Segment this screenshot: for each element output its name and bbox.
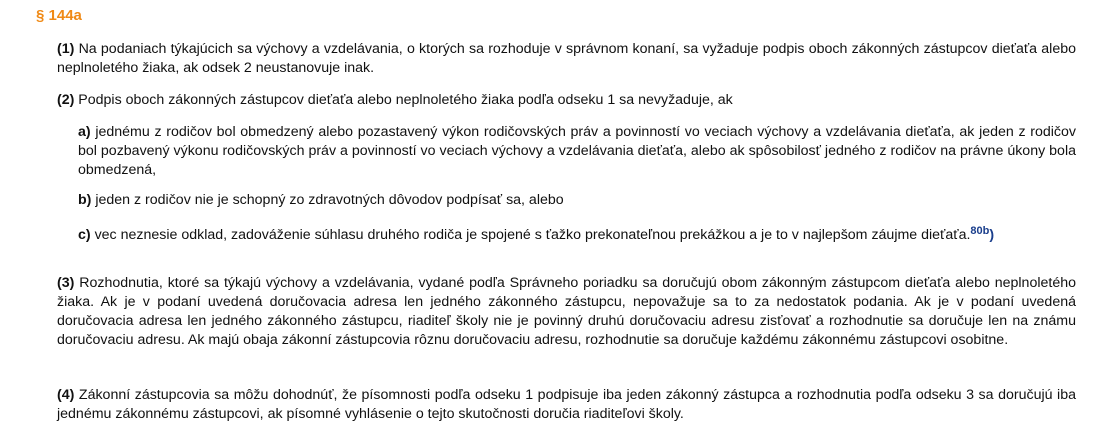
list-item-c (78, 222, 1076, 245)
paragraph-1 (57, 40, 1076, 78)
item-letter: a) (78, 124, 91, 140)
item-text: vec neznesie odklad, zadováženie súhlasu druhého rodiča je spojené s ťažko prekonateľnou prekážkou a je to v najlepšom záujme dieťaťa. (94, 227, 971, 243)
item-letter: c) (78, 227, 91, 243)
list-item-b (78, 191, 1076, 210)
footnote-paren: ) (989, 227, 995, 243)
paragraph-4 (57, 386, 1076, 424)
paragraph-number: (4) (57, 387, 75, 403)
paragraph-text: Zákonní zástupcovia sa môžu dohodnúť, že písomnosti podľa odseku 1 podpisuje iba jeden zákonný zástupca a rozhodnutia podľa odseku 3 sa doručujú iba jednému zákonnému zástupcovi, ak písomné vyhlásenie o tejto skutočnosti doručia riaditeľovi školy. (57, 387, 1076, 422)
item-text: jeden z rodičov nie je schopný zo zdravotných dôvodov podpísať sa, alebo (95, 192, 564, 208)
footnote-link[interactable]: 80b (970, 225, 990, 237)
section-title: § 144a (36, 7, 82, 24)
paragraph-number: (1) (57, 41, 75, 57)
paragraph-3 (57, 274, 1076, 350)
paragraph-number: (3) (57, 275, 75, 291)
paragraph-text: Podpis oboch zákonných zástupcov dieťaťa alebo neplnoletého žiaka podľa odseku 1 sa nevyžaduje, ak (78, 92, 733, 108)
item-letter: b) (78, 192, 92, 208)
paragraph-text: Rozhodnutia, ktoré sa týkajú výchovy a vzdelávania, vydané podľa Správneho poriadku sa doručujú obom zákonným zástupcom dieťaťa alebo neplnoletého žiaka. Ak je v podaní uvedená doručovacia adresa len jedného zákonného zástupcu, nepovažuje sa to za nedostatok podania. Ak je v podaní uvedená doručovacia adresa len jedného zákonného zástupcu, riaditeľ školy nie je povinný druhú doručovaciu adresu zisťovať a rozhodnutie sa doručuje len na známu doručovaciu adresu. Ak majú obaja zákonní zástupcovia rôznu doručovaciu adresu, rozhodnutie sa doručuje každému zákonnému zástupcovi osobitne. (57, 275, 1076, 348)
paragraph-number: (2) (57, 92, 75, 108)
paragraph-text: Na podaniach týkajúcich sa výchovy a vzdelávania, o ktorých sa rozhoduje v správnom konaní, sa vyžaduje podpis oboch zákonných zástupcov dieťaťa alebo neplnoletého žiaka, ak odsek 2 neustanovuje inak. (57, 41, 1076, 76)
paragraph-2 (57, 91, 1076, 110)
list-item-a (78, 123, 1076, 180)
item-text: jednému z rodičov bol obmedzený alebo pozastavený výkon rodičovských práv a povinností vo veciach výchovy a vzdelávania dieťaťa, ak jeden z rodičov bol pozbavený výkonu rodičovských práv a povinností vo veciach výchovy a vzdelávania dieťaťa, alebo ak spôsobilosť jedného z rodičov na právne úkony bola obmedzená, (78, 124, 1076, 178)
